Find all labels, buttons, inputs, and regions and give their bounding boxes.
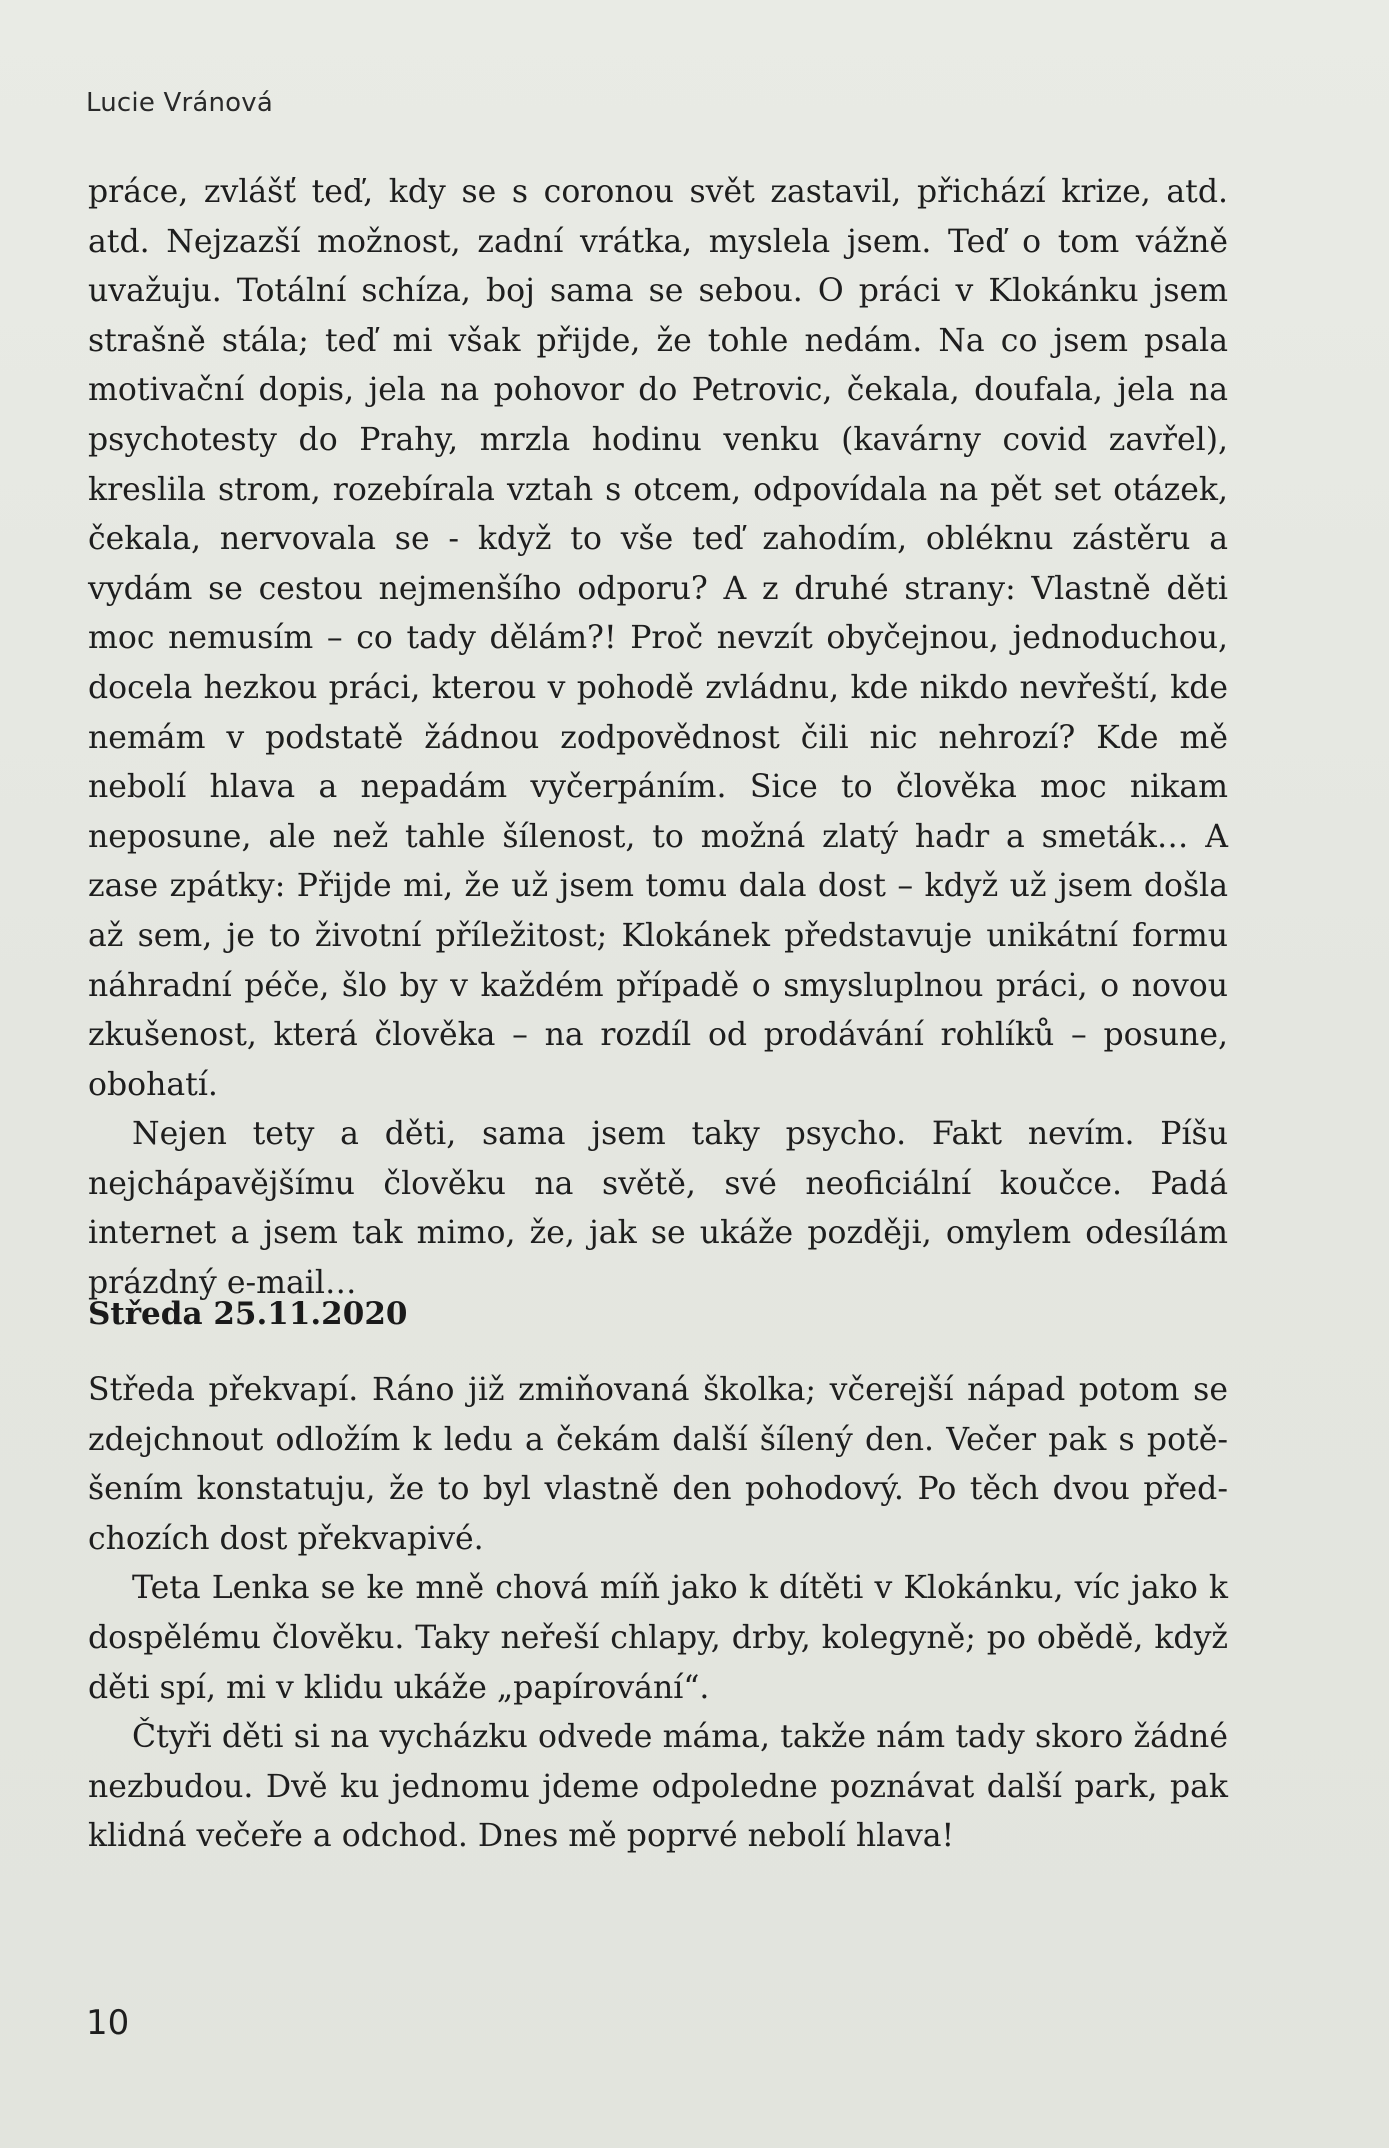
paragraph: Středa překvapí. Ráno již zmiňovaná školka; včerejší nápad potom se zdejchnout odložím k ledu a čekám další šílený den. Večer pak s potěšením konstatuju, že to byl vlastně den pohodový. Po těch dvou předchozích dost překvapivé. [88,1372,1228,1557]
section-1-text [88,168,1228,1309]
section-heading-date: Středa 25.11.2020 [88,1296,408,1332]
section-2-text [88,1366,1228,1862]
paragraph: Nejen tety a děti, sama jsem taky psycho. Fakt nevím. Píšu nejchápavějšímu člověku na světě, své neoficiální koučce. Padá internet a jsem tak mimo, že, jak se ukáže později, omylem odesílám prázdný e-mail… [88,1116,1228,1302]
page-number: 10 [86,2003,130,2043]
paragraph: Teta Lenka se ke mně chová míň jako k dítěti v Klokánku, víc jako k dospělému člověku. Taky neřeší chlapy, drby, kolegyně; po obědě, když děti spí, mi v klidu ukáže „papírování“. [88,1570,1228,1706]
running-header-author: Lucie Vránová [86,88,273,118]
paragraph: práce, zvlášť teď, kdy se s coronou svět zastavil, přichází krize, atd. atd. Nejzazší možnost, zadní vrátka, myslela jsem. Teď o tom vážně uvažuju. Totální schíza, boj sama se sebou. O práci v Klokánku jsem strašně stála; teď mi však přijde, že tohle nedám. Na co jsem psala motivační dopis, jela na pohovor do Petrovic, čekala, doufala, jela na psychotesty do Prahy, mrzla hodinu venku (kavárny covid zavřel), kreslila strom, rozebírala vztah s otcem, odpovídala na pět set otázek, čekala, nervovala se - když to vše teď zahodím, obléknu zástěru a vydám se cestou nejmenšího odporu? A z druhé strany: Vlastně děti moc nemusím – co tady dělám?! Proč nevzít obyčejnou, jednoduchou, docela hezkou práci, kterou v pohodě zvládnu, kde nikdo nevřeští, kde nemám v podstatě žádnou zodpovědnost čili nic nehrozí? Kde mě nebolí hlava a nepadám vyčerpáním. Sice to člověka moc nikam neposune, ale než tahle šílenost, to možná zlatý hadr a smeták… A zase zpátky: Přijde mi, že už jsem tomu dala dost – když už jsem došla až sem, je to životní příležitost; Klokánek představuje unikátní formu náhradní péče, šlo by v každém případě o smysluplnou práci, o novou zkušenost, která člověka – na rozdíl od prodávání rohlíků – posune, obohatí. [88,174,1228,1103]
paragraph: Čtyři děti si na vycházku odvede máma, takže nám tady skoro žádné nezbudou. Dvě ku jednomu jdeme odpoledne poznávat další park, pak klidná večeře a odchod. Dnes mě poprvé nebolí hlava! [88,1719,1228,1855]
